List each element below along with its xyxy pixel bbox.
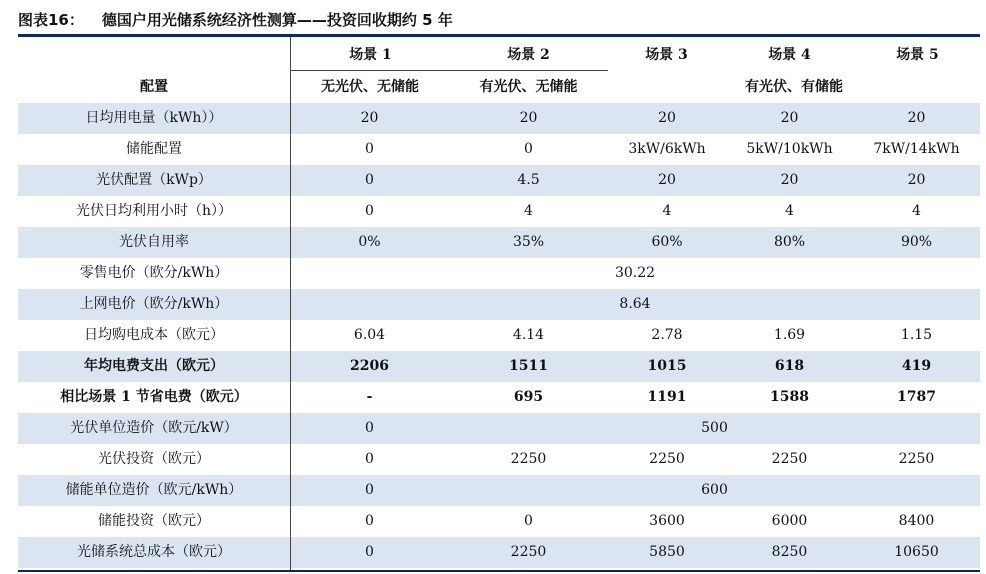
cell-scenario-1: 0 <box>365 513 374 529</box>
cell-scenario-1: 0 <box>365 203 374 219</box>
header-group-3: 有光伏、有储能 <box>745 79 843 95</box>
data-table <box>18 103 980 568</box>
cell-scenario-3: 1191 <box>647 389 687 405</box>
table-bottom-rule <box>18 570 980 572</box>
cell-scenario-4: 80% <box>726 227 853 258</box>
cell-scenario-4: 5kW/10kWh <box>746 141 833 157</box>
table-row <box>18 475 980 506</box>
cell-scenario-3: 4 <box>662 203 672 219</box>
figure-title <box>18 8 453 32</box>
row-label: 光储系统总成本（欧元） <box>18 537 290 568</box>
header-scenario-3: 场景 3 <box>645 47 688 63</box>
cell-scenario-3: 2.78 <box>651 327 683 343</box>
cell-scenario-3: 2250 <box>649 451 685 467</box>
cell-scenario-5: 20 <box>853 103 980 134</box>
header-group-1: 无光伏、无储能 <box>321 79 419 95</box>
cell-scenario-4: 4 <box>785 203 794 219</box>
cell-scenario-2: 695 <box>513 389 544 405</box>
cell-scenario-4: 1588 <box>770 389 809 405</box>
row-label: 光伏投资（欧元） <box>98 451 210 467</box>
cell-scenario-1: 0% <box>290 227 449 258</box>
cell-scenario-2: 2250 <box>510 451 547 467</box>
table-row <box>18 165 980 196</box>
cell-scenario-5: 2250 <box>898 451 935 467</box>
cell-scenario-2: 35% <box>449 227 608 258</box>
table-row <box>18 134 980 165</box>
cell-scenario-4: 1.69 <box>773 327 806 343</box>
cell-scenario-2: 20 <box>449 103 608 134</box>
cell-scenario-1: 0 <box>290 413 449 444</box>
cell-scenario-2: 0 <box>524 513 533 529</box>
cell-scenario-1: 0 <box>365 451 374 467</box>
cell-span-value: 8.64 <box>290 289 980 320</box>
header-group-2: 有光伏、无储能 <box>479 79 578 95</box>
row-label: 储能单位造价（欧元/kWh） <box>18 475 290 506</box>
row-label: 日均用电量（kWh）） <box>18 103 290 134</box>
cell-scenario-2: 4.14 <box>512 327 545 343</box>
cell-scenario-3: 1015 <box>608 351 726 382</box>
cell-scenario-5: 20 <box>853 165 980 196</box>
cell-scenario-3: 20 <box>608 103 726 134</box>
cell-scenario-1: 20 <box>290 103 449 134</box>
cell-span-value: 600 <box>449 475 980 506</box>
cell-scenario-5: 8400 <box>898 513 935 529</box>
cell-scenario-1: 0 <box>290 537 449 568</box>
row-label: 光伏单位造价（欧元/kW） <box>18 413 290 444</box>
row-label: 日均购电成本（欧元） <box>84 327 224 343</box>
table-row <box>18 444 980 475</box>
cell-scenario-2: 2250 <box>449 537 608 568</box>
cell-scenario-5: 10650 <box>853 537 980 568</box>
cell-scenario-3: 5850 <box>608 537 726 568</box>
table-row <box>18 258 980 289</box>
figure-label: 图表16： <box>18 11 84 29</box>
header-scenario-5: 场景 5 <box>896 47 939 63</box>
table-top-rule <box>18 34 980 37</box>
cell-scenario-3: 60% <box>608 227 726 258</box>
cell-scenario-3: 3kW/6kWh <box>628 141 706 157</box>
row-label: 储能配置 <box>126 141 182 157</box>
row-label: 零售电价（欧分/kWh） <box>79 265 229 281</box>
table-row <box>18 289 980 320</box>
cell-scenario-4: 2250 <box>771 451 808 467</box>
header-underline <box>290 70 608 71</box>
cell-scenario-5: 7kW/14kWh <box>873 141 960 157</box>
cell-scenario-4: 618 <box>726 351 853 382</box>
cell-span-value: 500 <box>449 413 980 444</box>
table-row <box>18 413 980 444</box>
cell-scenario-1: 0 <box>290 165 449 196</box>
cell-scenario-2: 4.5 <box>449 165 608 196</box>
cell-scenario-1: 2206 <box>290 351 449 382</box>
table-row <box>18 227 980 258</box>
row-label: 光伏配置（kWp） <box>18 165 290 196</box>
cell-scenario-4: 20 <box>726 103 853 134</box>
row-label: 光伏日均利用小时（h）） <box>75 203 233 219</box>
header-scenario-2: 场景 2 <box>507 47 550 63</box>
header-config: 配置 <box>140 79 168 95</box>
table-row <box>18 537 980 568</box>
cell-scenario-1: 0 <box>365 141 374 157</box>
cell-scenario-2: 1511 <box>449 351 608 382</box>
table-row <box>18 320 980 351</box>
cell-scenario-1: 0 <box>290 475 449 506</box>
cell-scenario-1: - <box>366 389 373 405</box>
cell-scenario-5: 1.15 <box>900 327 933 343</box>
header-scenario-4: 场景 4 <box>768 47 811 63</box>
cell-scenario-5: 419 <box>853 351 980 382</box>
cell-scenario-5: 1787 <box>897 389 936 405</box>
label-column-divider <box>290 37 291 570</box>
row-label: 上网电价（欧分/kWh） <box>18 289 290 320</box>
row-label: 光伏自用率 <box>18 227 290 258</box>
cell-scenario-4: 20 <box>726 165 853 196</box>
cell-scenario-5: 4 <box>912 203 921 219</box>
cell-scenario-5: 90% <box>853 227 980 258</box>
header-scenario-1: 场景 1 <box>349 47 392 63</box>
cell-span-value: 30.22 <box>614 265 656 281</box>
table-row <box>18 382 980 413</box>
cell-scenario-1: 6.04 <box>353 327 386 343</box>
figure-title-text: 德国户用光储系统经济性测算——投资回收期约 5 年 <box>101 11 453 29</box>
cell-scenario-4: 6000 <box>771 513 808 529</box>
cell-scenario-2: 0 <box>524 141 533 157</box>
table-row <box>18 196 980 227</box>
table-row <box>18 506 980 537</box>
row-label: 年均电费支出（欧元） <box>18 351 290 382</box>
cell-scenario-2: 4 <box>524 203 533 219</box>
cell-scenario-4: 8250 <box>726 537 853 568</box>
table-row <box>18 103 980 134</box>
row-label: 储能投资（欧元） <box>98 513 210 529</box>
cell-scenario-3: 20 <box>608 165 726 196</box>
row-label: 相比场景 1 节省电费（欧元） <box>60 389 248 405</box>
cell-scenario-3: 3600 <box>649 513 685 529</box>
table-row <box>18 351 980 382</box>
